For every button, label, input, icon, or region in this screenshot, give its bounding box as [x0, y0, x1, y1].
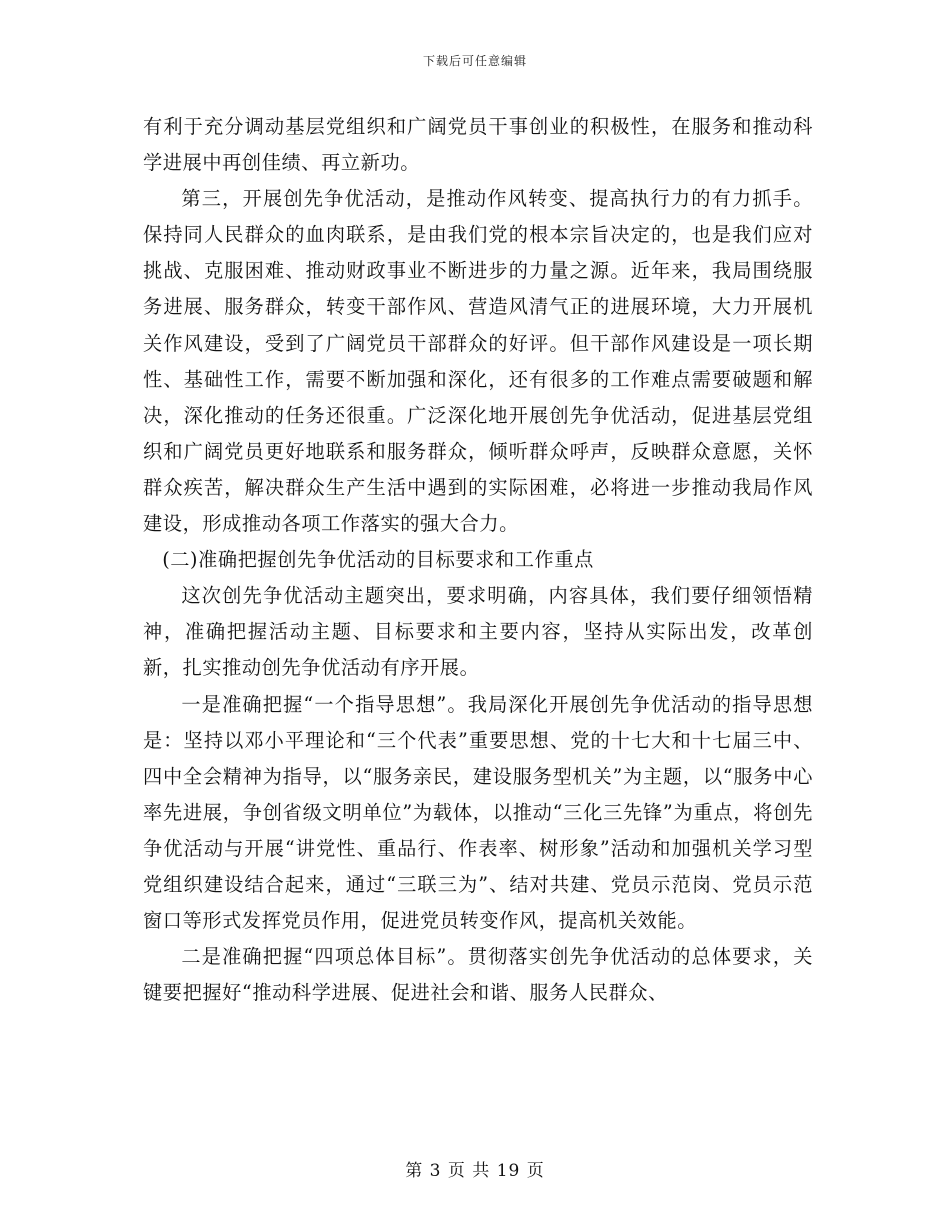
- document-body: [143, 109, 813, 1011]
- paragraph-intro: 这次创先争优活动主题突出，要求明确，内容具体，我们要仔细领悟精神，准确把握活动主题、目标要求和主要内容，坚持从实际出发，改革创新，扎实推动创先争优活动有序开展。: [143, 584, 813, 680]
- paragraph-guiding-thought: 一是准确把握“一个指导思想”。我局深化开展创先争优活动的指导思想是：坚持以邓小平理论和“三个代表”重要思想、党的十七大和十七届三中、四中全会精神为指导，以“服务亲民，建设服务型机关”为主题，以“服务中心率先进展，争创省级文明单位”为载体，以推动“三化三先锋”为重点，将创先争优活动与开展“讲党性、重品行、作表率、树形象”活动和加强机关学习型党组织建设结合起来，通过“三联三为”、结对共建、党员示范岗、党员示范窗口等形式发挥党员作用，促进党员转变作风，提高机关效能。: [143, 692, 813, 933]
- paragraph-overall-goals: 二是准确把握“四项总体目标”。贯彻落实创先争优活动的总体要求，关键要把握好“推动科学进展、促进社会和谐、服务人民群众、: [143, 945, 813, 1005]
- page-footer: 第 3 页 共 19 页: [405, 1161, 545, 1181]
- section-heading: (二)准确把握创先争优活动的目标要求和工作重点: [162, 548, 594, 572]
- paragraph-continuation: 有利于充分调动基层党组织和广阔党员干事创业的积极性，在服务和推动科学进展中再创佳绩、再立新功。: [143, 115, 813, 175]
- page-header: 下载后可任意编辑: [422, 54, 527, 68]
- paragraph-third-point: 第三，开展创先争优活动，是推动作风转变、提高执行力的有力抓手。保持同人民群众的血肉联系，是由我们党的根本宗旨决定的，也是我们应对挑战、克服困难、推动财政事业不断进步的力量之源。近年来，我局围绕服务进展、服务群众，转变干部作风、营造风清气正的进展环境，大力开展机关作风建设，受到了广阔党员干部群众的好评。但干部作风建设是一项长期性、基础性工作，需要不断加强和深化，还有很多的工作难点需要破题和解决，深化推动的任务还很重。广泛深化地开展创先争优活动，促进基层党组织和广阔党员更好地联系和服务群众，倾听群众呼声，反映群众意愿，关怀群众疾苦，解决群众生产生活中遇到的实际困难，必将进一步推动我局作风建设，形成推动各项工作落实的强大合力。: [143, 187, 813, 536]
